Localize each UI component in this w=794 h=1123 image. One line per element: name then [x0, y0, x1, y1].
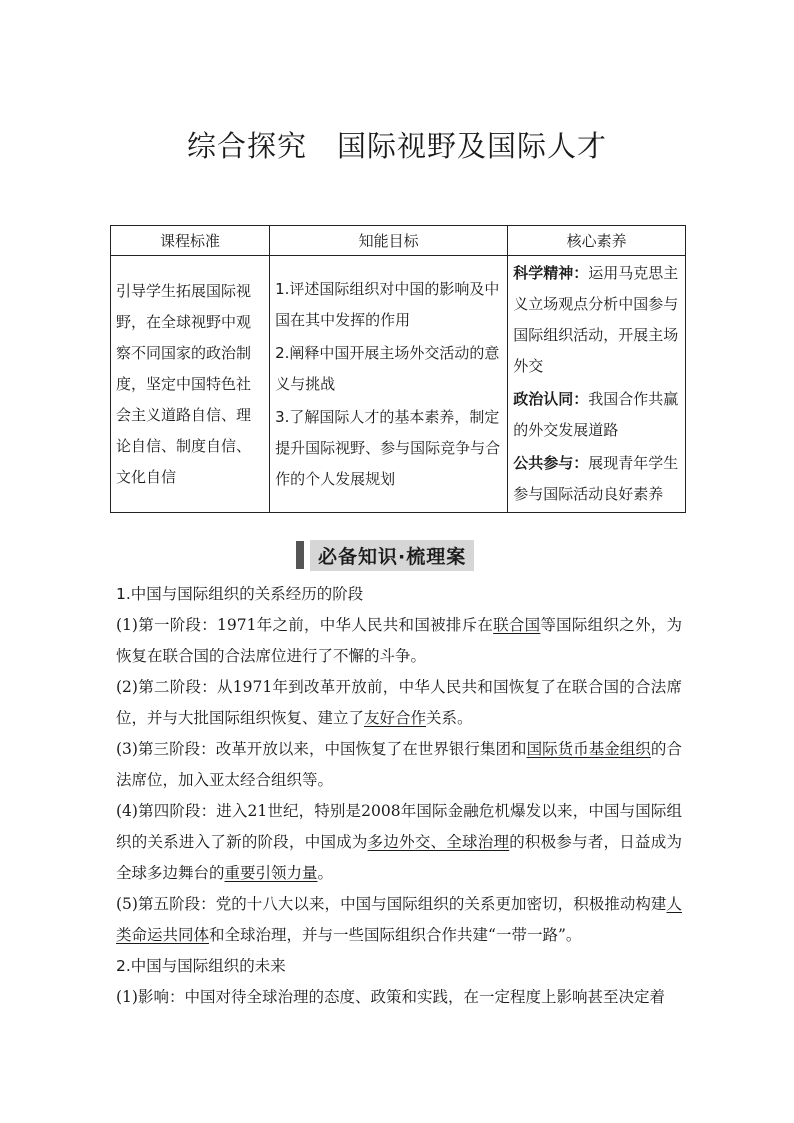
text-run: 关系。: [426, 709, 473, 727]
section-heading: 2.中国与国际组织的未来: [116, 957, 286, 975]
literacy-item: [509, 257, 684, 383]
underlined-answer: 多边外交、全球治理: [367, 833, 510, 851]
header-goals: 知能目标: [270, 226, 508, 256]
literacy-text: 我国合作共赢的外交发展道路: [513, 390, 679, 439]
text-run: 的合法席位，加入亚太经合组织等。: [116, 740, 682, 789]
literacy-label: 科学精神：: [513, 264, 589, 282]
paragraph: [116, 734, 682, 796]
header-literacy: 核心素养: [508, 226, 686, 256]
standard-cell: [111, 256, 270, 513]
goal-item: 2.阐释中国开展主场外交活动的意义与挑战: [275, 343, 500, 393]
banner-bar-decoration: [296, 541, 304, 569]
section-banner: [296, 540, 474, 570]
body-text: [116, 579, 682, 1013]
literacy-cell: [508, 256, 686, 513]
text-run: (4)第四阶段：进入21世纪，特别是2008年国际金融危机爆发以来，中国与国际组织的关系进入了新的阶段，中国成为: [116, 802, 682, 851]
header-standard: 课程标准: [111, 226, 270, 256]
table-row: [111, 256, 686, 513]
text-run: 的积极参与者，日益成为全球多边舞台的: [116, 833, 682, 882]
text-run: 和全球治理，并与一些国际组织合作共建“一带一路”。: [209, 926, 582, 944]
literacy-text: 展现青年学生参与国际活动良好素养: [513, 454, 679, 503]
paragraph: (1)影响：中国对待全球治理的态度、政策和实践，在一定程度上影响甚至决定着: [116, 988, 665, 1006]
section-heading: 1.中国与国际组织的关系经历的阶段: [116, 585, 364, 603]
goals-cell: [270, 256, 508, 513]
literacy-text: 运用马克思主义立场观点分析中国参与国际组织活动，开展主场外交: [513, 264, 679, 375]
literacy-label: 政治认同：: [513, 390, 589, 408]
paragraph: [116, 610, 682, 672]
goal-item: 3.了解国际人才的基本素养，制定提升国际视野、参与国际竞争与合作的个人发展规划: [275, 407, 501, 488]
literacy-item: [509, 383, 684, 447]
curriculum-table: [110, 225, 686, 513]
text-run: (1)第一阶段：1971年之前，中华人民共和国被排斥在: [116, 616, 494, 634]
underlined-answer: 友好合作: [364, 709, 427, 727]
underlined-answer: 重要引领力量: [224, 864, 318, 882]
text-run: (3)第三阶段：改革开放以来，中国恢复了在世界银行集团和: [116, 740, 527, 758]
text-run: (5)第五阶段：党的十八大以来，中国与国际组织的关系更加密切，积极推动构建: [116, 895, 667, 913]
paragraph: [116, 889, 682, 951]
underlined-answer: 国际货币基金组织: [526, 740, 651, 758]
underlined-answer: 联合国: [493, 616, 541, 634]
paragraph: [116, 796, 682, 889]
text-run: 等国际组织之外，为恢复在联合国的合法席位进行了不懈的斗争。: [116, 616, 682, 665]
literacy-item: [509, 447, 684, 511]
page-title: 综合探究 国际视野及国际人才: [186, 129, 607, 163]
underlined-answer: 人类命运共同体: [116, 895, 682, 944]
literacy-label: 公共参与：: [513, 454, 589, 472]
table-header-row: [111, 226, 686, 256]
paragraph: [116, 672, 682, 734]
banner-title: 必备知识·梳理案: [310, 540, 474, 571]
standard-text: 引导学生拓展国际视野，在全球视野中观察不同国家的政治制度，坚定中国特色社会主义道路自信、理论自信、制度自信、文化自信: [116, 281, 252, 486]
text-run: (2)第二阶段：从1971年到改革开放前，中华人民共和国恢复了在联合国的合法席位，并与大批国际组织恢复、建立了: [116, 678, 682, 727]
goal-item: 1.评述国际组织对中国的影响及中国在其中发挥的作用: [275, 279, 500, 329]
text-run: 。: [317, 864, 334, 882]
